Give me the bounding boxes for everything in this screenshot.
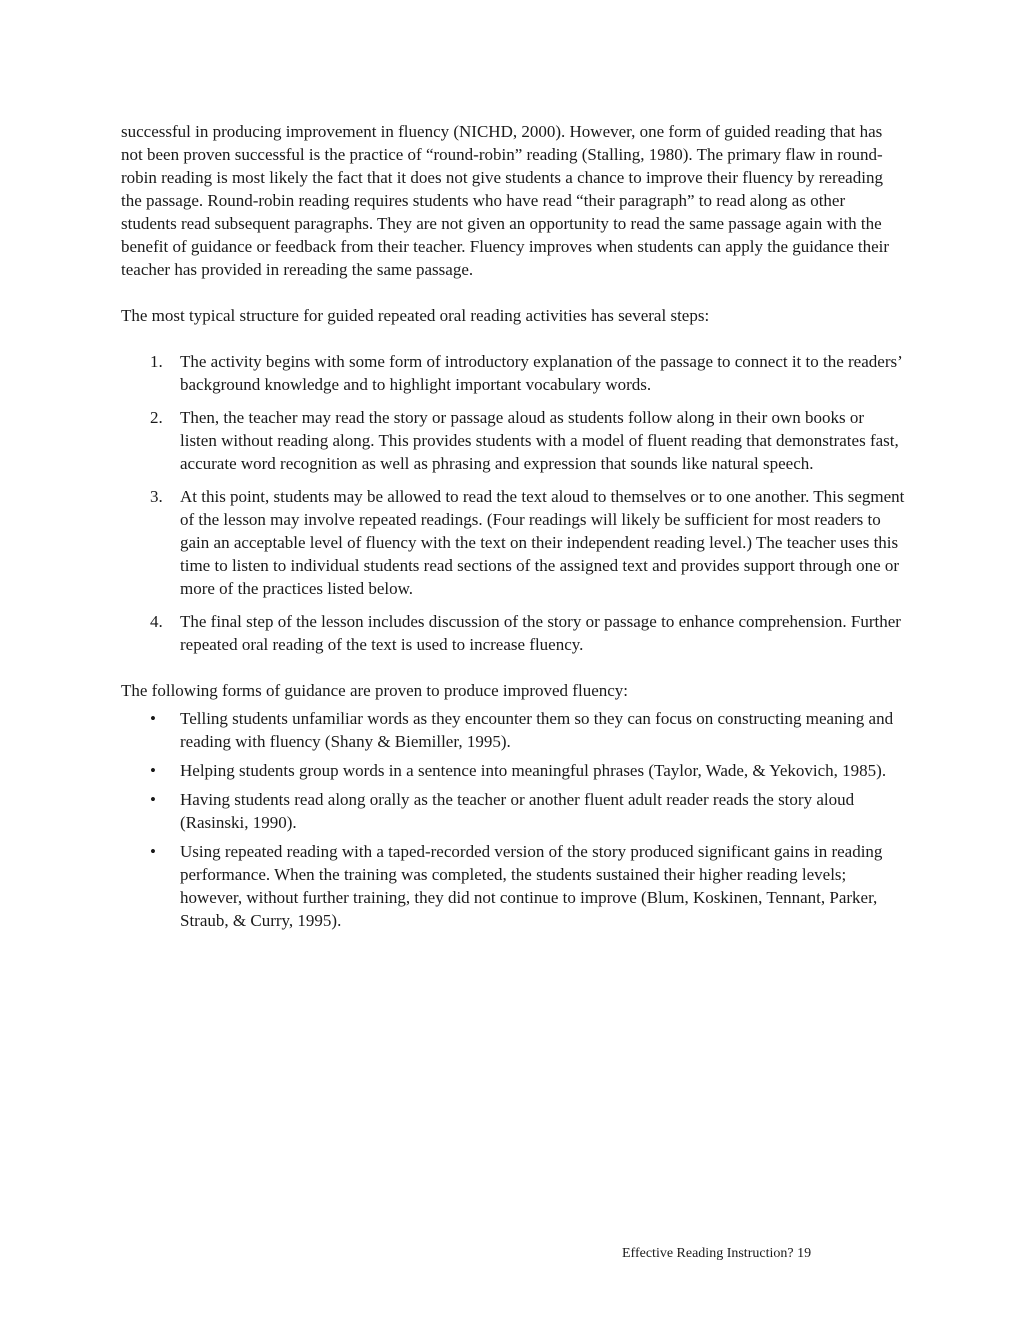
guidance-text: Telling students unfamiliar words as they encounter them so they can focus on constructing meaning and reading with fluency (Shany & Biemiller, 1995). bbox=[180, 709, 894, 751]
steps-lead-paragraph: The most typical structure for guided repeated oral reading activities has several steps: bbox=[121, 306, 710, 325]
guidance-text: Having students read along orally as the teacher or another fluent adult reader reads the story aloud (Rasinski, 1990). bbox=[180, 790, 855, 832]
page-footer: Effective Reading Instruction? 19 bbox=[622, 1246, 812, 1261]
guidance-item bbox=[121, 788, 905, 834]
guidance-lead-paragraph: The following forms of guidance are proven to produce improved fluency: bbox=[121, 681, 629, 700]
step-text: The final step of the lesson includes discussion of the story or passage to enhance comprehension. Further repeated oral reading of the text is used to increase fluency. bbox=[180, 612, 901, 654]
step-number: 1. bbox=[150, 352, 163, 371]
guidance-text: Using repeated reading with a taped-recorded version of the story produced significant gains in reading performance. When the training was completed, the students sustained their higher reading levels; however, without further training, they did not continue to improve (Blum, Koskinen, Tennant, Parker, Straub, & Curry, 1995). bbox=[180, 842, 883, 930]
bullet-icon: • bbox=[150, 790, 156, 809]
intro-paragraph: successful in producing improvement in fluency (NICHD, 2000). However, one form of guided reading that has not been proven successful is the practice of “round-robin” reading (Stalling, 1980). The primary flaw in round-robin reading is most likely the fact that it does not give students a chance to improve their fluency by rereading the passage. Round-robin reading requires students who have read “their paragraph” to read along as other students read subsequent paragraphs. They are not given an opportunity to read the same passage again with the benefit of guidance or feedback from their teacher. Fluency improves when students can apply the guidance their teacher has provided in rereading the same passage. bbox=[121, 122, 890, 279]
guidance-item bbox=[121, 707, 905, 753]
step-item bbox=[121, 350, 905, 396]
guidance-list bbox=[121, 707, 905, 932]
bullet-icon: • bbox=[150, 842, 156, 861]
guidance-text: Helping students group words in a sentence into meaningful phrases (Taylor, Wade, & Yekovich, 1985). bbox=[180, 761, 887, 780]
step-number: 4. bbox=[150, 612, 163, 631]
step-item bbox=[121, 406, 905, 475]
bullet-icon: • bbox=[150, 761, 156, 780]
step-item bbox=[121, 485, 905, 600]
step-item bbox=[121, 610, 905, 656]
step-text: Then, the teacher may read the story or passage aloud as students follow along in their own books or listen without reading along. This provides students with a model of fluent reading that demonstrates fast, accurate word recognition as well as phrasing and expression that sounds like natural speech. bbox=[180, 408, 899, 473]
step-number: 3. bbox=[150, 487, 163, 506]
step-number: 2. bbox=[150, 408, 163, 427]
bullet-icon: • bbox=[150, 709, 156, 728]
step-text: The activity begins with some form of introductory explanation of the passage to connect it to the readers’ background knowledge and to highlight important vocabulary words. bbox=[180, 352, 902, 394]
page-body bbox=[121, 120, 905, 938]
step-text: At this point, students may be allowed to read the text aloud to themselves or to one another. This segment of the lesson may involve repeated readings. (Four readings will likely be sufficient for most readers to gain an acceptable level of fluency with the text on their independent reading level.) The teacher uses this time to listen to individual students read sections of the assigned text and provides support through one or more of the practices listed below. bbox=[180, 487, 905, 598]
steps-list bbox=[121, 350, 905, 656]
guidance-item bbox=[121, 840, 905, 932]
guidance-item bbox=[121, 759, 905, 782]
